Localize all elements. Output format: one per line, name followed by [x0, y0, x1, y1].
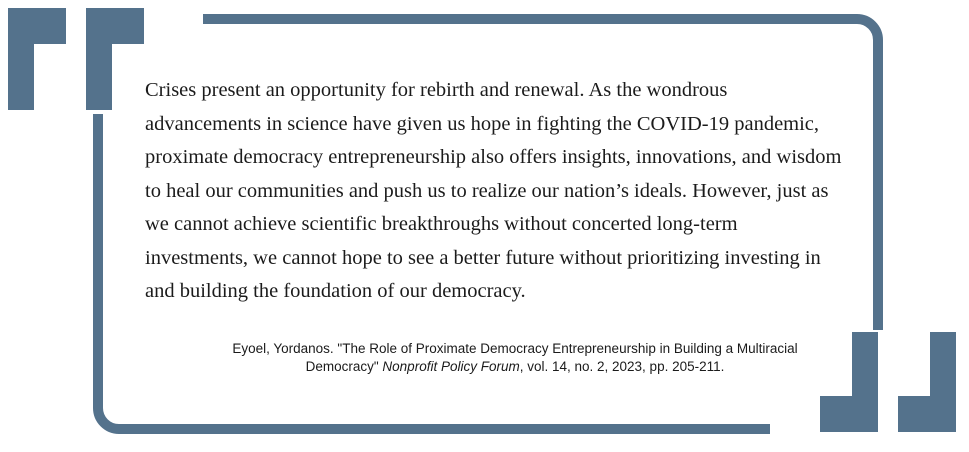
- close-quote-icon: [820, 332, 969, 444]
- citation-line-2-prefix: Multiracial Democracy": [305, 341, 798, 374]
- citation: [200, 340, 830, 376]
- citation-journal-title: Nonprofit Policy Forum: [382, 359, 520, 374]
- open-quote-icon: [8, 8, 168, 118]
- quote-text: Crises present an opportunity for rebirth and renewal. As the wondrous advancements in science have given us hope in fighting the COVID-19 pandemic, proximate democracy entrepreneurship also offers insights, innovations, and wisdom to heal our communities and push us to realize our nation’s ideals. However, just as we cannot achieve scientific breakthroughs without concerted long-term investments, we cannot hope to see a better future without prioritizing investing in and building the foundation of our democracy.: [145, 79, 842, 302]
- citation-line-1: Eyoel, Yordanos. "The Role of Proximate Democracy Entrepreneurship in Building a: [232, 341, 734, 356]
- citation-line-2-suffix: , vol. 14, no. 2, 2023, pp. 205-211.: [519, 359, 725, 374]
